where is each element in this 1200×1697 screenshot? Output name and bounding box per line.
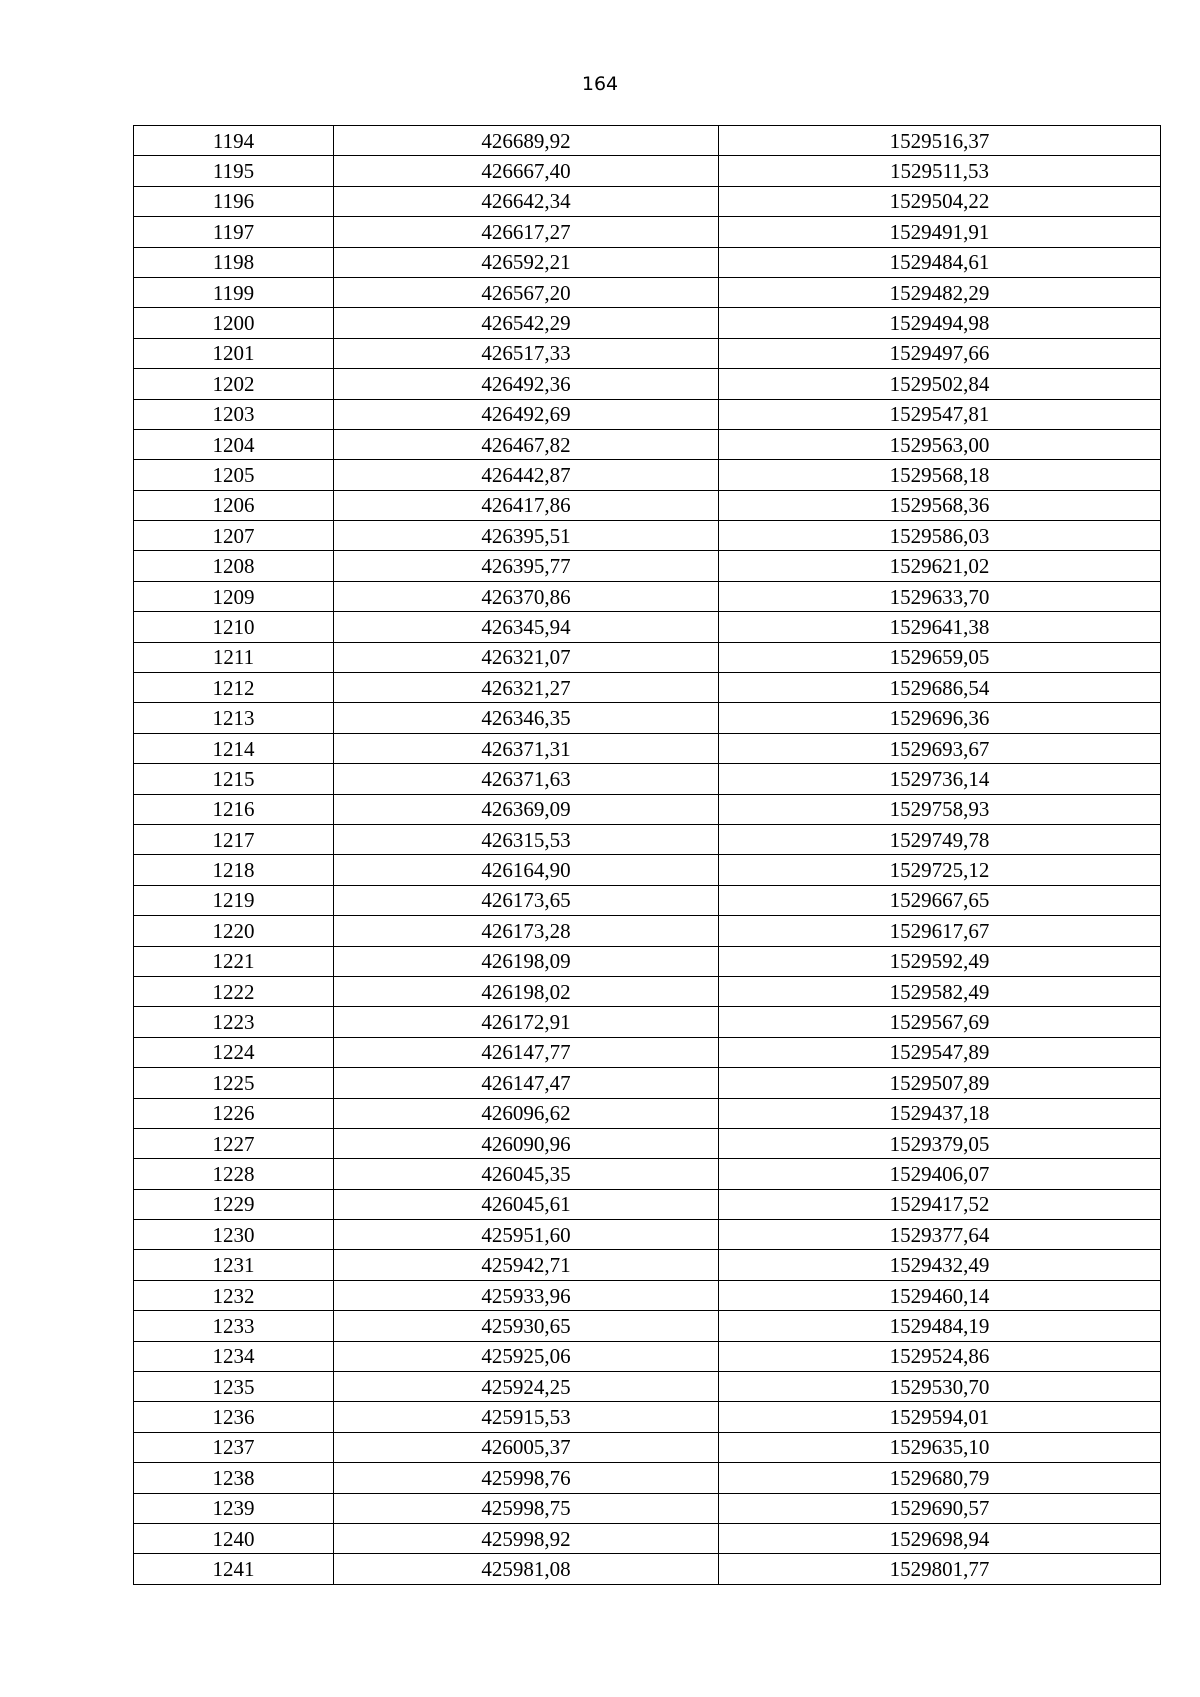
page-number: 164: [581, 73, 619, 95]
x-coordinate-cell: 426689,92: [334, 126, 719, 156]
x-coordinate-cell: 426417,86: [334, 490, 719, 520]
x-coordinate-cell: 426667,40: [334, 156, 719, 186]
point-number-cell: 1239: [134, 1493, 334, 1523]
table-row: [134, 490, 1161, 520]
x-coordinate-cell: 426045,35: [334, 1159, 719, 1189]
table-row: [134, 1311, 1161, 1341]
x-coordinate-cell: 426173,65: [334, 885, 719, 915]
y-coordinate-cell: 1529524,86: [719, 1341, 1161, 1371]
point-number-cell: 1203: [134, 399, 334, 429]
x-coordinate-cell: 425998,76: [334, 1463, 719, 1493]
point-number-cell: 1212: [134, 673, 334, 703]
y-coordinate-cell: 1529725,12: [719, 855, 1161, 885]
x-coordinate-cell: 426164,90: [334, 855, 719, 885]
x-coordinate-cell: 425933,96: [334, 1280, 719, 1310]
x-coordinate-cell: 426345,94: [334, 612, 719, 642]
table-row: [134, 1341, 1161, 1371]
point-number-cell: 1229: [134, 1189, 334, 1219]
table-row: [134, 1007, 1161, 1037]
point-number-cell: 1233: [134, 1311, 334, 1341]
table-row: [134, 217, 1161, 247]
table-row: [134, 703, 1161, 733]
table-row: [134, 1432, 1161, 1462]
y-coordinate-cell: 1529491,91: [719, 217, 1161, 247]
y-coordinate-cell: 1529635,10: [719, 1432, 1161, 1462]
x-coordinate-cell: 426198,09: [334, 946, 719, 976]
y-coordinate-cell: 1529437,18: [719, 1098, 1161, 1128]
x-coordinate-cell: 426346,35: [334, 703, 719, 733]
point-number-cell: 1221: [134, 946, 334, 976]
x-coordinate-cell: 425925,06: [334, 1341, 719, 1371]
point-number-cell: 1238: [134, 1463, 334, 1493]
table-row: [134, 764, 1161, 794]
x-coordinate-cell: 426492,36: [334, 369, 719, 399]
x-coordinate-cell: 426315,53: [334, 824, 719, 854]
y-coordinate-cell: 1529667,65: [719, 885, 1161, 915]
point-number-cell: 1234: [134, 1341, 334, 1371]
x-coordinate-cell: 426090,96: [334, 1128, 719, 1158]
x-coordinate-cell: 426045,61: [334, 1189, 719, 1219]
y-coordinate-cell: 1529417,52: [719, 1189, 1161, 1219]
x-coordinate-cell: 426517,33: [334, 338, 719, 368]
table-row: [134, 521, 1161, 551]
point-number-cell: 1225: [134, 1068, 334, 1098]
point-number-cell: 1227: [134, 1128, 334, 1158]
y-coordinate-cell: 1529530,70: [719, 1372, 1161, 1402]
point-number-cell: 1208: [134, 551, 334, 581]
table-row: [134, 1402, 1161, 1432]
y-coordinate-cell: 1529680,79: [719, 1463, 1161, 1493]
y-coordinate-cell: 1529497,66: [719, 338, 1161, 368]
table-row: [134, 976, 1161, 1006]
point-number-cell: 1209: [134, 581, 334, 611]
y-coordinate-cell: 1529698,94: [719, 1523, 1161, 1553]
x-coordinate-cell: 425998,75: [334, 1493, 719, 1523]
y-coordinate-cell: 1529516,37: [719, 126, 1161, 156]
x-coordinate-cell: 426395,51: [334, 521, 719, 551]
table-row: [134, 156, 1161, 186]
y-coordinate-cell: 1529801,77: [719, 1554, 1161, 1584]
y-coordinate-cell: 1529507,89: [719, 1068, 1161, 1098]
point-number-cell: 1230: [134, 1220, 334, 1250]
y-coordinate-cell: 1529749,78: [719, 824, 1161, 854]
point-number-cell: 1207: [134, 521, 334, 551]
table-row: [134, 1068, 1161, 1098]
x-coordinate-cell: 426173,28: [334, 916, 719, 946]
point-number-cell: 1214: [134, 733, 334, 763]
table-row: [134, 1463, 1161, 1493]
point-number-cell: 1231: [134, 1250, 334, 1280]
table-row: [134, 885, 1161, 915]
y-coordinate-cell: 1529547,81: [719, 399, 1161, 429]
point-number-cell: 1197: [134, 217, 334, 247]
point-number-cell: 1213: [134, 703, 334, 733]
point-number-cell: 1198: [134, 247, 334, 277]
y-coordinate-cell: 1529690,57: [719, 1493, 1161, 1523]
table-row: [134, 1493, 1161, 1523]
table-row: [134, 308, 1161, 338]
y-coordinate-cell: 1529547,89: [719, 1037, 1161, 1067]
y-coordinate-cell: 1529484,61: [719, 247, 1161, 277]
table-row: [134, 1128, 1161, 1158]
y-coordinate-cell: 1529379,05: [719, 1128, 1161, 1158]
x-coordinate-cell: 426567,20: [334, 277, 719, 307]
table-row: [134, 1037, 1161, 1067]
x-coordinate-cell: 426617,27: [334, 217, 719, 247]
table-row: [134, 399, 1161, 429]
y-coordinate-cell: 1529482,29: [719, 277, 1161, 307]
point-number-cell: 1241: [134, 1554, 334, 1584]
table-row: [134, 1220, 1161, 1250]
y-coordinate-cell: 1529432,49: [719, 1250, 1161, 1280]
table-row: [134, 126, 1161, 156]
table-row: [134, 338, 1161, 368]
point-number-cell: 1240: [134, 1523, 334, 1553]
y-coordinate-cell: 1529460,14: [719, 1280, 1161, 1310]
y-coordinate-cell: 1529568,36: [719, 490, 1161, 520]
x-coordinate-cell: 426542,29: [334, 308, 719, 338]
table-row: [134, 186, 1161, 216]
table-row: [134, 612, 1161, 642]
table-row: [134, 916, 1161, 946]
point-number-cell: 1210: [134, 612, 334, 642]
point-number-cell: 1232: [134, 1280, 334, 1310]
table-row: [134, 1372, 1161, 1402]
x-coordinate-cell: 426642,34: [334, 186, 719, 216]
point-number-cell: 1200: [134, 308, 334, 338]
point-number-cell: 1224: [134, 1037, 334, 1067]
table-row: [134, 247, 1161, 277]
point-number-cell: 1220: [134, 916, 334, 946]
table-row: [134, 855, 1161, 885]
x-coordinate-cell: 425998,92: [334, 1523, 719, 1553]
table-row: [134, 794, 1161, 824]
point-number-cell: 1194: [134, 126, 334, 156]
table-row: [134, 460, 1161, 490]
table-row: [134, 1280, 1161, 1310]
table-row: [134, 429, 1161, 459]
table-row: [134, 1159, 1161, 1189]
table-row: [134, 1098, 1161, 1128]
y-coordinate-cell: 1529484,19: [719, 1311, 1161, 1341]
point-number-cell: 1202: [134, 369, 334, 399]
x-coordinate-cell: 426370,86: [334, 581, 719, 611]
point-number-cell: 1204: [134, 429, 334, 459]
x-coordinate-cell: 426321,07: [334, 642, 719, 672]
point-number-cell: 1222: [134, 976, 334, 1006]
point-number-cell: 1196: [134, 186, 334, 216]
x-coordinate-cell: 425924,25: [334, 1372, 719, 1402]
y-coordinate-cell: 1529696,36: [719, 703, 1161, 733]
y-coordinate-cell: 1529594,01: [719, 1402, 1161, 1432]
x-coordinate-cell: 426371,63: [334, 764, 719, 794]
point-number-cell: 1236: [134, 1402, 334, 1432]
y-coordinate-cell: 1529406,07: [719, 1159, 1161, 1189]
point-number-cell: 1206: [134, 490, 334, 520]
point-number-cell: 1195: [134, 156, 334, 186]
x-coordinate-cell: 425930,65: [334, 1311, 719, 1341]
y-coordinate-cell: 1529621,02: [719, 551, 1161, 581]
x-coordinate-cell: 426492,69: [334, 399, 719, 429]
table-row: [134, 581, 1161, 611]
table-row: [134, 673, 1161, 703]
y-coordinate-cell: 1529758,93: [719, 794, 1161, 824]
point-number-cell: 1226: [134, 1098, 334, 1128]
coordinates-table: [133, 125, 1161, 1585]
point-number-cell: 1205: [134, 460, 334, 490]
x-coordinate-cell: 425951,60: [334, 1220, 719, 1250]
y-coordinate-cell: 1529502,84: [719, 369, 1161, 399]
y-coordinate-cell: 1529693,67: [719, 733, 1161, 763]
x-coordinate-cell: 426198,02: [334, 976, 719, 1006]
point-number-cell: 1211: [134, 642, 334, 672]
y-coordinate-cell: 1529504,22: [719, 186, 1161, 216]
x-coordinate-cell: 425981,08: [334, 1554, 719, 1584]
y-coordinate-cell: 1529659,05: [719, 642, 1161, 672]
y-coordinate-cell: 1529494,98: [719, 308, 1161, 338]
x-coordinate-cell: 426172,91: [334, 1007, 719, 1037]
y-coordinate-cell: 1529567,69: [719, 1007, 1161, 1037]
x-coordinate-cell: 426592,21: [334, 247, 719, 277]
x-coordinate-cell: 426321,27: [334, 673, 719, 703]
y-coordinate-cell: 1529592,49: [719, 946, 1161, 976]
table-row: [134, 642, 1161, 672]
point-number-cell: 1216: [134, 794, 334, 824]
y-coordinate-cell: 1529736,14: [719, 764, 1161, 794]
x-coordinate-cell: 426005,37: [334, 1432, 719, 1462]
x-coordinate-cell: 426442,87: [334, 460, 719, 490]
x-coordinate-cell: 426096,62: [334, 1098, 719, 1128]
y-coordinate-cell: 1529568,18: [719, 460, 1161, 490]
x-coordinate-cell: 426395,77: [334, 551, 719, 581]
table-row: [134, 824, 1161, 854]
point-number-cell: 1235: [134, 1372, 334, 1402]
y-coordinate-cell: 1529511,53: [719, 156, 1161, 186]
x-coordinate-cell: 426147,77: [334, 1037, 719, 1067]
point-number-cell: 1218: [134, 855, 334, 885]
y-coordinate-cell: 1529686,54: [719, 673, 1161, 703]
y-coordinate-cell: 1529641,38: [719, 612, 1161, 642]
table-row: [134, 369, 1161, 399]
table-row: [134, 1189, 1161, 1219]
x-coordinate-cell: 426467,82: [334, 429, 719, 459]
table-row: [134, 946, 1161, 976]
x-coordinate-cell: 426371,31: [334, 733, 719, 763]
x-coordinate-cell: 425942,71: [334, 1250, 719, 1280]
y-coordinate-cell: 1529377,64: [719, 1220, 1161, 1250]
point-number-cell: 1217: [134, 824, 334, 854]
x-coordinate-cell: 426369,09: [334, 794, 719, 824]
y-coordinate-cell: 1529586,03: [719, 521, 1161, 551]
table-row: [134, 277, 1161, 307]
point-number-cell: 1237: [134, 1432, 334, 1462]
table-row: [134, 733, 1161, 763]
table-row: [134, 1250, 1161, 1280]
coordinates-table-body: [134, 126, 1161, 1585]
table-row: [134, 1554, 1161, 1584]
table-row: [134, 551, 1161, 581]
point-number-cell: 1201: [134, 338, 334, 368]
x-coordinate-cell: 425915,53: [334, 1402, 719, 1432]
point-number-cell: 1199: [134, 277, 334, 307]
y-coordinate-cell: 1529582,49: [719, 976, 1161, 1006]
y-coordinate-cell: 1529563,00: [719, 429, 1161, 459]
y-coordinate-cell: 1529633,70: [719, 581, 1161, 611]
y-coordinate-cell: 1529617,67: [719, 916, 1161, 946]
point-number-cell: 1223: [134, 1007, 334, 1037]
point-number-cell: 1228: [134, 1159, 334, 1189]
x-coordinate-cell: 426147,47: [334, 1068, 719, 1098]
point-number-cell: 1215: [134, 764, 334, 794]
table-row: [134, 1523, 1161, 1553]
point-number-cell: 1219: [134, 885, 334, 915]
